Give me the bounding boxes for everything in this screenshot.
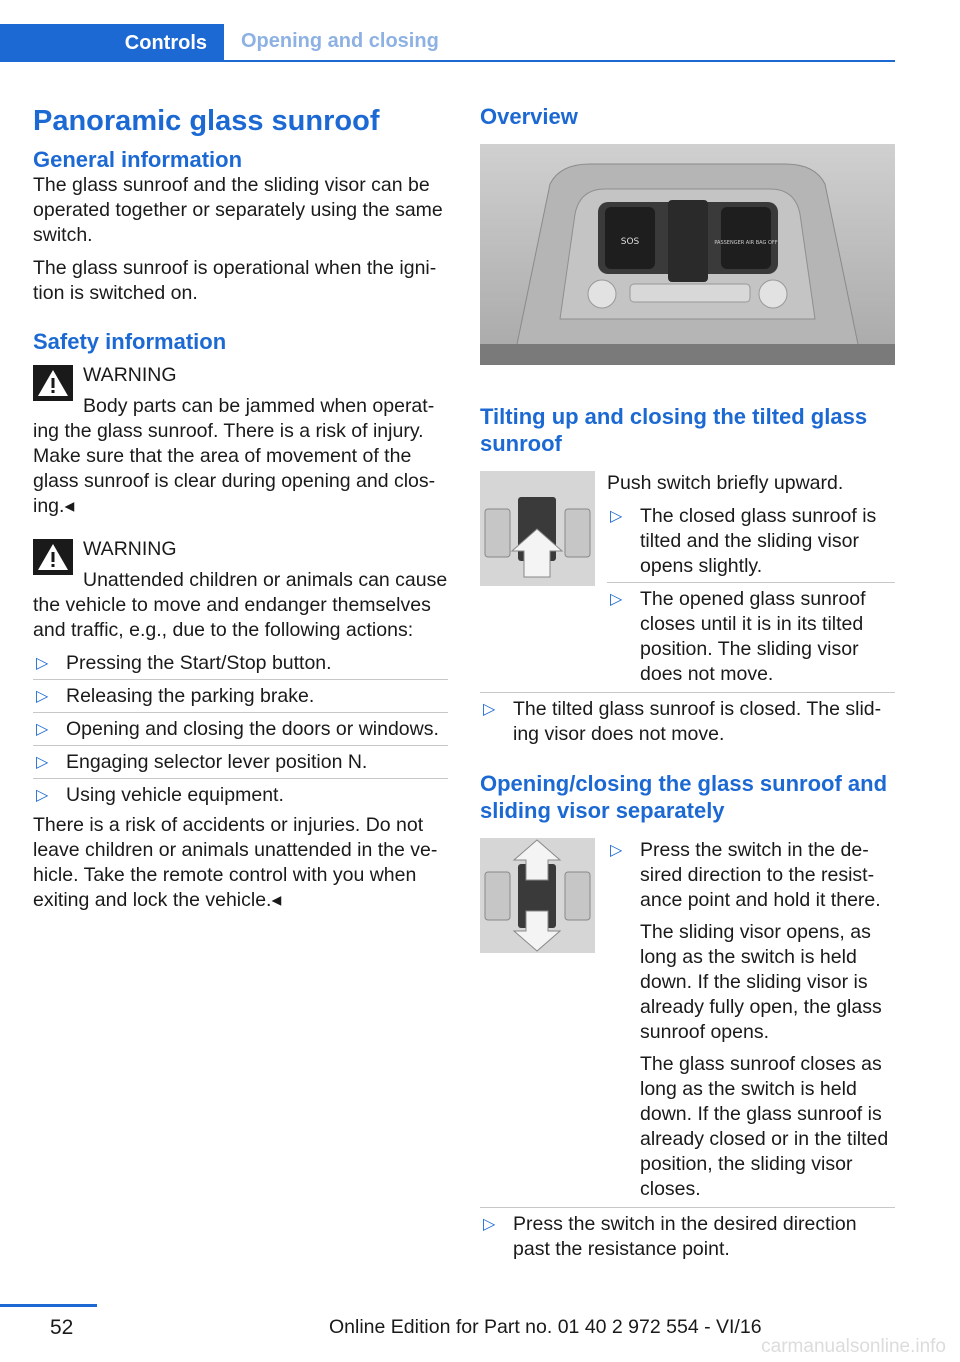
triangle-bullet-icon: ▷	[36, 655, 49, 672]
tilt-intro: Push switch briefly upward.	[607, 472, 844, 494]
triangle-bullet-icon: ▷	[36, 787, 49, 804]
triangle-bullet-icon: ▷	[610, 591, 623, 608]
warning-closing-text: There is a risk of accidents or injuries. Do not leave children or animals unattended in the vehicle. Take the remote control with you when exiting and lock the vehicle.◂	[33, 814, 438, 911]
warning-title: WARNING	[83, 538, 177, 560]
list-item: ▷ The closed glass sunroof is tilted and the sliding visor opens slightly.	[607, 500, 895, 583]
overhead-console-image	[480, 144, 895, 365]
list-item: ▷ The opened glass sunroof closes until it is in its tilted position. The sliding visor does not move.	[610, 588, 866, 685]
triangle-bullet-icon: ▷	[36, 754, 49, 771]
warning-title: WARNING	[83, 364, 177, 386]
list-item: ▷ Press the switch in the desired direction past the resistance point.	[483, 1213, 857, 1260]
general-info-p1: The glass sunroof and the sliding visor can be operated together or separately using the same switch.	[33, 174, 443, 246]
open-close-text	[607, 838, 895, 1205]
right-column	[480, 98, 895, 1265]
triangle-bullet-icon: ▷	[610, 842, 623, 859]
watermark: carmanualsonline.info	[761, 1336, 946, 1357]
section-tab-opening-closing: Opening and closing	[241, 30, 439, 52]
warning-body: Unattended children or animals can cause the vehicle to move and endanger themselves and traffic, e.g., due to the following actions:	[33, 569, 448, 641]
edition-footer: Online Edition for Part no. 01 40 2 972 554 - VI/16	[329, 1316, 762, 1338]
open-close-list	[607, 838, 895, 1205]
general-info-p2: The glass sunroof is operational when the ignition is switched on.	[33, 257, 437, 304]
warning-jamming	[33, 363, 448, 519]
section-tab-controls: Controls	[0, 24, 224, 62]
page-number-rule	[0, 1304, 97, 1307]
triangle-bullet-icon: ▷	[483, 701, 496, 718]
left-column	[33, 98, 448, 921]
open-step-detail-2: The glass sunroof closes as long as the switch is held down. If the glass sunroof is already closed or in the tilted position, the sliding visor closes.	[640, 1053, 889, 1200]
open-close-heading: Opening/closing the glass sunroof and sliding visor separately	[480, 771, 888, 823]
general-info-heading: General information	[33, 147, 243, 172]
list-item: ▷ Releasing the parking brake.	[33, 680, 448, 713]
page-header	[0, 24, 895, 62]
tilt-section	[480, 471, 895, 690]
tilt-heading: Tilting up and closing the tilted glass sunroof	[480, 404, 868, 456]
overview-heading: Overview	[480, 104, 578, 129]
passenger-airbag-label: PASSENGER AIR BAG OFF	[714, 240, 778, 246]
open-close-full-list	[480, 1207, 895, 1265]
triangle-bullet-icon: ▷	[36, 688, 49, 705]
sos-label: SOS	[620, 237, 640, 247]
warning-triangle-icon	[33, 539, 73, 575]
triangle-bullet-icon: ▷	[610, 508, 623, 525]
list-item: ▷ Using vehicle equipment.	[36, 784, 284, 806]
open-step-detail-1: The sliding visor opens, as long as the switch is held down. If the sliding visor is already fully open, the glass sunroof opens.	[640, 921, 882, 1043]
warning-children	[33, 537, 448, 643]
header-rule	[0, 60, 895, 62]
list-item	[607, 838, 895, 1205]
triangle-bullet-icon: ▷	[483, 1216, 496, 1233]
page-number: 52	[50, 1316, 74, 1339]
triangle-bullet-icon: ▷	[36, 721, 49, 738]
tilt-list	[607, 500, 895, 690]
open-step-text: Press the switch in the desired direction to the resistance point and hold it there.	[640, 839, 881, 911]
warning-triangle-icon	[33, 365, 73, 401]
tilt-text	[607, 471, 895, 690]
tilt-full-list	[480, 692, 895, 750]
safety-info-heading: Safety information	[33, 329, 227, 354]
list-item: ▷ The tilted glass sunroof is closed. The sliding visor does not move.	[483, 698, 882, 745]
list-item: ▷ Pressing the Start/Stop button.	[33, 647, 448, 680]
switch-up-down-image	[480, 838, 595, 953]
open-close-section	[480, 838, 895, 1205]
page-title: Panoramic glass sunroof	[33, 105, 380, 137]
actions-list	[33, 647, 448, 811]
list-item: ▷ Opening and closing the doors or windows.	[33, 713, 448, 746]
list-item: ▷ Engaging selector lever position N.	[33, 746, 448, 779]
warning-body: Body parts can be jammed when operating the glass sunroof. There is a risk of injury. Make sure that the area of movement of the glass sunroof is clear during opening and closing.◂	[33, 395, 436, 517]
switch-tilt-image	[480, 471, 595, 586]
